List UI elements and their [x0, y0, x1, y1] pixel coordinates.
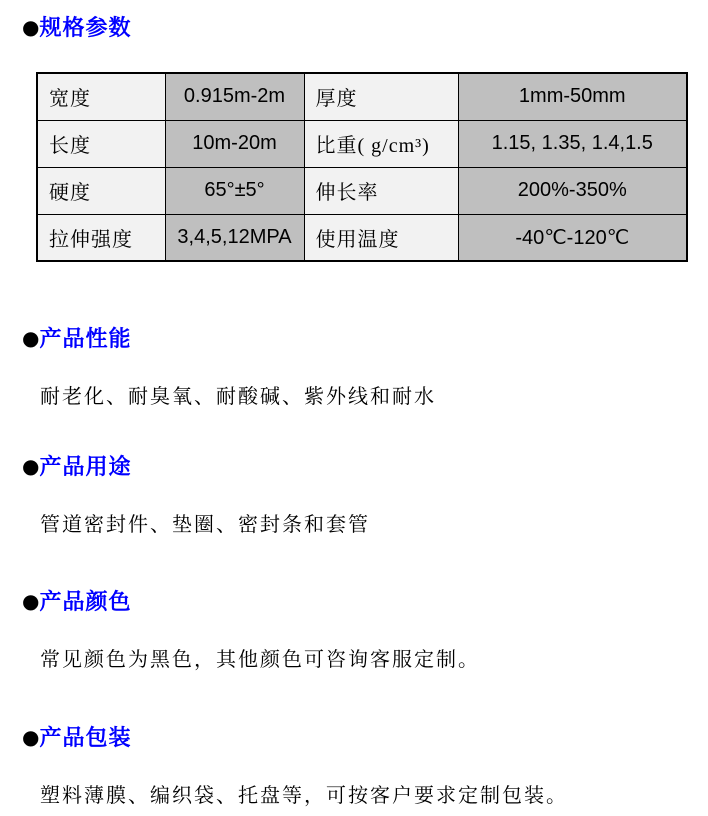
bullet-icon: ●: [22, 454, 40, 478]
section-title-usage: 产品用途: [39, 454, 132, 479]
spec-value-cell: 1.15, 1.35, 1.4,1.5: [458, 120, 687, 167]
section-body-color: 常见颜色为黑色，其他颜色可咨询客服定制。: [40, 649, 480, 671]
spec-value-cell: 1mm-50mm: [458, 73, 687, 120]
table-row: [37, 73, 687, 120]
spec-name-cell: 伸长率: [304, 167, 458, 214]
section-heading-usage: [0, 452, 708, 481]
section-body-packaging: 塑料薄膜、编织袋、托盘等，可按客户要求定制包装。: [40, 785, 568, 807]
spec-value-cell: -40℃-120℃: [458, 214, 687, 261]
section-title-packaging: 产品包装: [39, 725, 132, 750]
table-row: [37, 167, 687, 214]
spec-name-cell: 使用温度: [304, 214, 458, 261]
section-color: [0, 587, 708, 673]
bullet-icon: ●: [22, 326, 40, 350]
section-heading-color: [0, 587, 708, 616]
section-body-usage: 管道密封件、垫圈、密封条和套管: [40, 514, 370, 536]
spec-name-cell: 长度: [37, 120, 165, 167]
spec-value-cell: 0.915m-2m: [165, 73, 304, 120]
bullet-icon: ●: [22, 589, 40, 613]
bullet-icon: ●: [22, 15, 40, 39]
section-heading-packaging: [0, 723, 708, 752]
table-row: [37, 214, 687, 261]
spec-value-cell: 3,4,5,12MPA: [165, 214, 304, 261]
section-title-color: 产品颜色: [39, 589, 132, 614]
spec-name-cell: 硬度: [37, 167, 165, 214]
spec-name-cell: 比重( g/cm³): [304, 120, 458, 167]
spec-value-cell: 10m-20m: [165, 120, 304, 167]
bullet-icon: ●: [22, 725, 40, 749]
section-performance: [0, 324, 708, 410]
section-body-performance: 耐老化、耐臭氧、耐酸碱、紫外线和耐水: [40, 386, 436, 408]
section-packaging: [0, 723, 708, 809]
spec-name-cell: 拉伸强度: [37, 214, 165, 261]
spec-name-cell: 宽度: [37, 73, 165, 120]
section-usage: [0, 452, 708, 538]
section-title-specs: 规格参数: [39, 15, 132, 40]
section-heading-specs: [22, 13, 131, 42]
section-title-performance: 产品性能: [39, 326, 132, 351]
spec-table: [36, 72, 688, 262]
spec-name-cell: 厚度: [304, 73, 458, 120]
spec-value-cell: 65°±5°: [165, 167, 304, 214]
section-heading-performance: [0, 324, 708, 353]
spec-value-cell: 200%-350%: [458, 167, 687, 214]
table-row: [37, 120, 687, 167]
